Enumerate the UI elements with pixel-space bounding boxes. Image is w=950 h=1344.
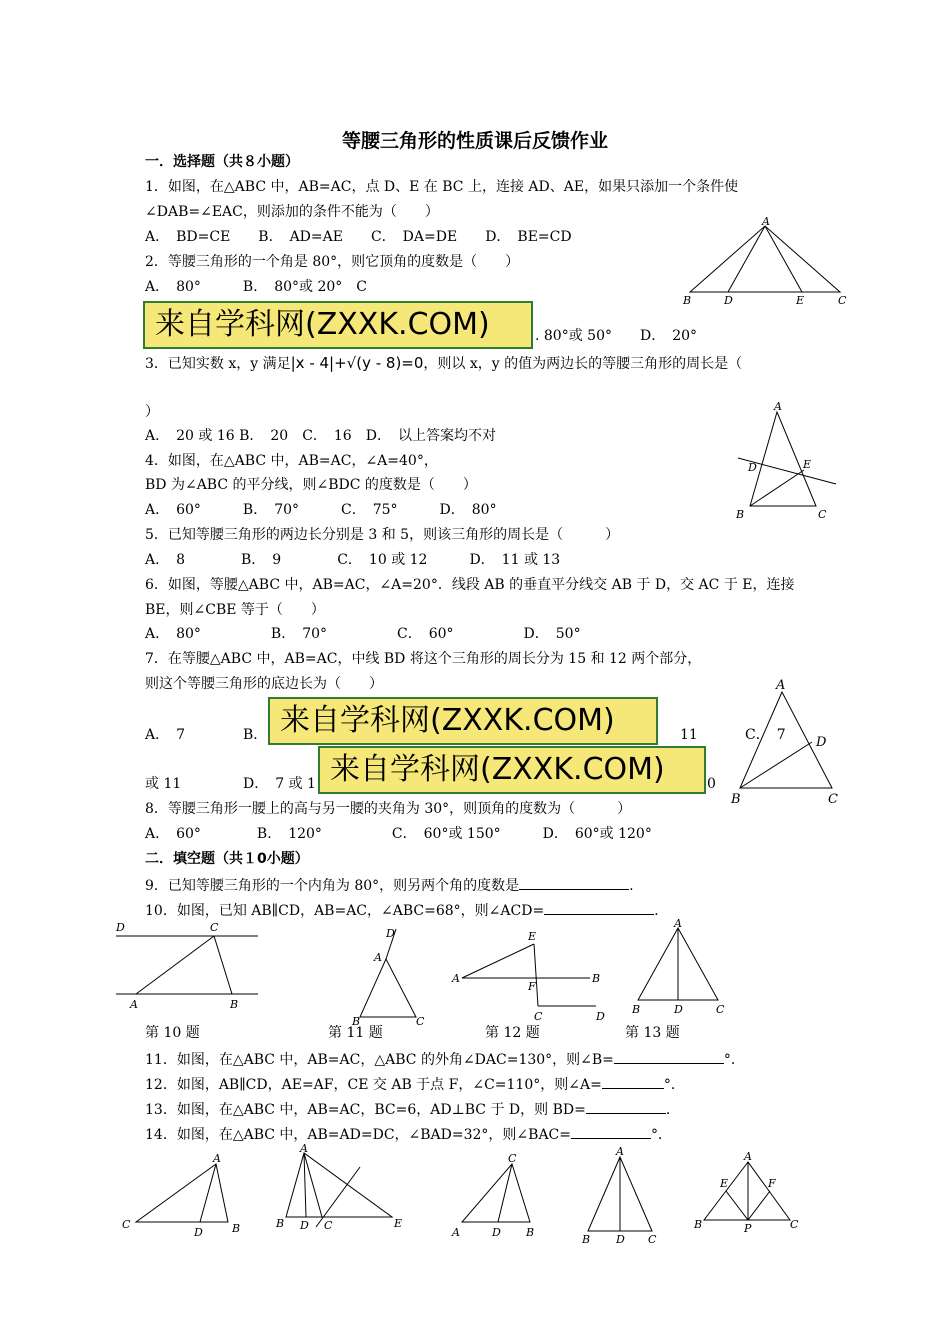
q14-end: °． <box>651 1127 673 1143</box>
q4-figure <box>732 398 842 526</box>
figb5-label-c: C <box>790 1218 799 1231</box>
q3-suffix: ，则以 x，y 的值为两边长的等腰三角形的周长是（ <box>423 356 743 372</box>
fig13-label-a: A <box>674 917 682 930</box>
q1-label-b: B <box>683 294 692 307</box>
figb3-label-a: A <box>452 1226 460 1239</box>
q10-text: 10．如图，已知 AB∥CD，AB=AC，∠ABC=68°，则∠ACD= <box>145 903 545 919</box>
q2-line3-tail: . 80°或 50° D． 20° <box>535 328 698 344</box>
figb2-label-e: E <box>394 1217 403 1230</box>
figb3-label-b: B <box>526 1226 535 1239</box>
q1-label-a: A <box>762 215 770 228</box>
section-choice-heading: 一．选择题（共８小题） <box>145 154 299 170</box>
caption-fig10: 第 10 题 <box>145 1025 200 1041</box>
figb5-label-p: P <box>744 1222 752 1235</box>
caption-fig13: 第 13 题 <box>625 1025 680 1041</box>
q14-text: 14．如图，在△ABC 中，AB=AD=DC，∠BAD=32°，则∠BAC= <box>145 1127 572 1143</box>
q7-option-11: 11 <box>680 727 698 743</box>
q5-line1: 5．已知等腰三角形的两边长分别是 3 和 5，则该三角形的周长是（ ） <box>145 527 620 543</box>
figb2-label-d: D <box>300 1219 309 1232</box>
q12-text: 12．如图，AB∥CD，AE=AF，CE 交 AB 于点 F，∠C=110°，则∠A= <box>145 1077 602 1093</box>
q7-line4-tail: 0 <box>707 776 716 792</box>
q12-end: °． <box>663 1077 685 1093</box>
figb1-label-a: A <box>213 1152 221 1165</box>
q8-line1: 8．等腰三角形一腰上的高与另一腰的夹角为 30°，则顶角的度数为（ ） <box>145 801 632 817</box>
q4-label-d: D <box>748 461 757 474</box>
fig10 <box>110 918 265 1013</box>
figb4-label-c: C <box>648 1233 657 1246</box>
q1-label-d: D <box>724 294 733 307</box>
q1-label-e: E <box>796 294 805 307</box>
fig12 <box>450 928 610 1023</box>
q2-line1: 2．等腰三角形的一个角是 80°，则它顶角的度数是（ ） <box>145 254 520 270</box>
fig12-label-b: B <box>592 972 601 985</box>
q14-answer-blank[interactable] <box>571 1124 651 1139</box>
figb1-label-c: C <box>122 1218 131 1231</box>
figb1-label-b: B <box>232 1222 241 1235</box>
q4-label-c: C <box>818 508 827 521</box>
q8-options: A． 60° B． 120° C． 60°或 150° D． 60°或 120° <box>145 826 652 842</box>
figb4-label-a: A <box>616 1145 624 1158</box>
fig10-label-b: B <box>230 998 239 1011</box>
q4-options: A． 60° B． 70° C． 75° D． 80° <box>145 502 497 518</box>
figb1 <box>118 1150 248 1242</box>
q13-end: ． <box>665 1102 680 1118</box>
caption-fig12: 第 12 题 <box>485 1025 540 1041</box>
section-fill-heading: 二．填空题（共１0小题） <box>145 851 309 867</box>
fig11-label-c: C <box>416 1015 425 1028</box>
fig12-label-c: C <box>534 1010 543 1023</box>
figb5-label-e: E <box>720 1177 729 1190</box>
q3-line2: ） <box>145 404 159 420</box>
q9-end: . <box>629 878 634 894</box>
q9-answer-blank[interactable] <box>519 875 629 890</box>
q14-line <box>145 1124 672 1144</box>
q7-label-c: C <box>828 792 838 807</box>
q3-prefix: 3．已知实数 x，y 满足 <box>145 356 291 372</box>
fig11 <box>348 925 433 1028</box>
watermark-2: 来自学科网(ZXXK.COM) <box>268 697 658 745</box>
figb5-label-b: B <box>694 1218 703 1231</box>
q13-text: 13．如图，在△ABC 中，AB=AC，BC=6，AD⊥BC 于 D，则 BD= <box>145 1102 586 1118</box>
q3-formula: |x - 4|+√(y - 8)=0 <box>290 354 424 372</box>
figb5-label-a: A <box>744 1150 752 1163</box>
fig12-label-e: E <box>528 930 537 943</box>
figb5-label-f: F <box>768 1177 776 1190</box>
figb2-label-a: A <box>300 1142 308 1155</box>
q6-line2: BE，则∠CBE 等于（ ） <box>145 602 325 618</box>
figb4-label-b: B <box>582 1233 591 1246</box>
fig12-label-d: D <box>596 1010 605 1023</box>
q1-line2: ∠DAB=∠EAC，则添加的条件不能为（ ） <box>145 204 439 220</box>
q1-figure <box>680 215 850 308</box>
q4-label-b: B <box>736 508 745 521</box>
q11-answer-blank[interactable] <box>614 1049 724 1064</box>
q10-end: . <box>654 903 659 919</box>
figb2-label-b: B <box>276 1217 285 1230</box>
figb5 <box>690 1150 800 1242</box>
q4-line2: BD 为∠ABC 的平分线，则∠BDC 的度数是（ ） <box>145 477 477 493</box>
q7-line2: 则这个等腰三角形的底边长为（ ） <box>145 676 383 692</box>
q7-option-b: B． <box>243 727 268 743</box>
fig13-label-c: C <box>716 1003 725 1016</box>
q3-line1 <box>145 354 742 373</box>
q7-figure <box>728 676 848 808</box>
q7-line4-or11: 或 11 <box>145 776 182 792</box>
q10-line <box>145 900 659 920</box>
fig10-label-c: C <box>210 921 219 934</box>
q1-options: A． BD=CE B． AD=AE C． DA=DE D． BE=CD <box>145 229 572 245</box>
q5-options: A． 8 B． 9 C． 10 或 12 D． 11 或 13 <box>145 552 561 568</box>
q4-label-a: A <box>774 400 782 413</box>
q10-answer-blank[interactable] <box>544 900 654 915</box>
q11-text: 11．如图，在△ABC 中，AB=AC，△ABC 的外角∠DAC=130°，则∠B= <box>145 1052 614 1068</box>
q12-line <box>145 1074 685 1094</box>
fig10-label-a: A <box>130 998 138 1011</box>
figb3-label-d: D <box>492 1226 501 1239</box>
q2-line2: A． 80° B． 80°或 20° C <box>145 279 368 295</box>
fig13-label-d: D <box>674 1003 683 1016</box>
caption-fig11: 第 11 题 <box>328 1025 383 1041</box>
figb4-label-d: D <box>616 1233 625 1246</box>
figb3 <box>448 1150 548 1242</box>
q7-label-a: A <box>776 678 786 693</box>
q9-line <box>145 875 634 895</box>
fig12-label-f: F <box>528 980 536 993</box>
q7-option-a: A． 7 <box>145 727 186 743</box>
figb2 <box>270 1142 410 1235</box>
fig13 <box>628 918 728 1018</box>
q13-line <box>145 1099 680 1119</box>
q6-options: A． 80° B． 70° C． 60° D． 50° <box>145 626 581 642</box>
q3-options: A． 20 或 16 B． 20 C． 16 D． 以上答案均不对 <box>145 428 496 444</box>
q6-line1: 6．如图，等腰△ABC 中，AB=AC，∠A=20°．线段 AB 的垂直平分线交 AB 于 D，交 AC 于 E，连接 <box>145 577 795 593</box>
fig11-label-a: A <box>374 951 382 964</box>
q12-answer-blank[interactable] <box>602 1074 664 1089</box>
fig12-label-a: A <box>452 972 460 985</box>
fig11-label-d: D <box>386 927 395 940</box>
q7-option-d: D． 7 或 1 <box>243 776 316 792</box>
q7-label-d: D <box>816 735 827 750</box>
fig13-label-b: B <box>632 1003 641 1016</box>
fig11-label-b: B <box>352 1015 361 1028</box>
q11-end: °． <box>723 1052 745 1068</box>
fig10-label-d: D <box>116 921 125 934</box>
q7-option-c: C． 7 <box>745 727 786 743</box>
q1-line1: 1．如图，在△ABC 中，AB=AC，点 D、E 在 BC 上，连接 AD、AE，如果只添加一个条件使 <box>145 179 739 195</box>
page-title: 等腰三角形的性质课后反馈作业 <box>341 130 608 152</box>
q7-line1: 7．在等腰△ABC 中，AB=AC，中线 BD 将这个三角形的周长分为 15 和 12 两个部分， <box>145 651 702 667</box>
q1-label-c: C <box>838 294 847 307</box>
figb2-label-c: C <box>324 1219 333 1232</box>
figb1-label-d: D <box>194 1226 203 1239</box>
q13-answer-blank[interactable] <box>586 1099 666 1114</box>
watermark-1: 来自学科网(ZXXK.COM) <box>143 301 533 349</box>
figb4 <box>578 1145 668 1245</box>
q7-label-b: B <box>731 792 741 807</box>
q11-line <box>145 1049 745 1069</box>
q4-line1: 4．如图，在△ABC 中，AB=AC，∠A=40°， <box>145 453 438 469</box>
q4-label-e: E <box>803 458 812 471</box>
q9-text: 9．已知等腰三角形的一个内角为 80°，则另两个角的度数是 <box>145 878 520 894</box>
watermark-3: 来自学科网(ZXXK.COM) <box>318 746 706 794</box>
figb3-label-c: C <box>508 1152 517 1165</box>
